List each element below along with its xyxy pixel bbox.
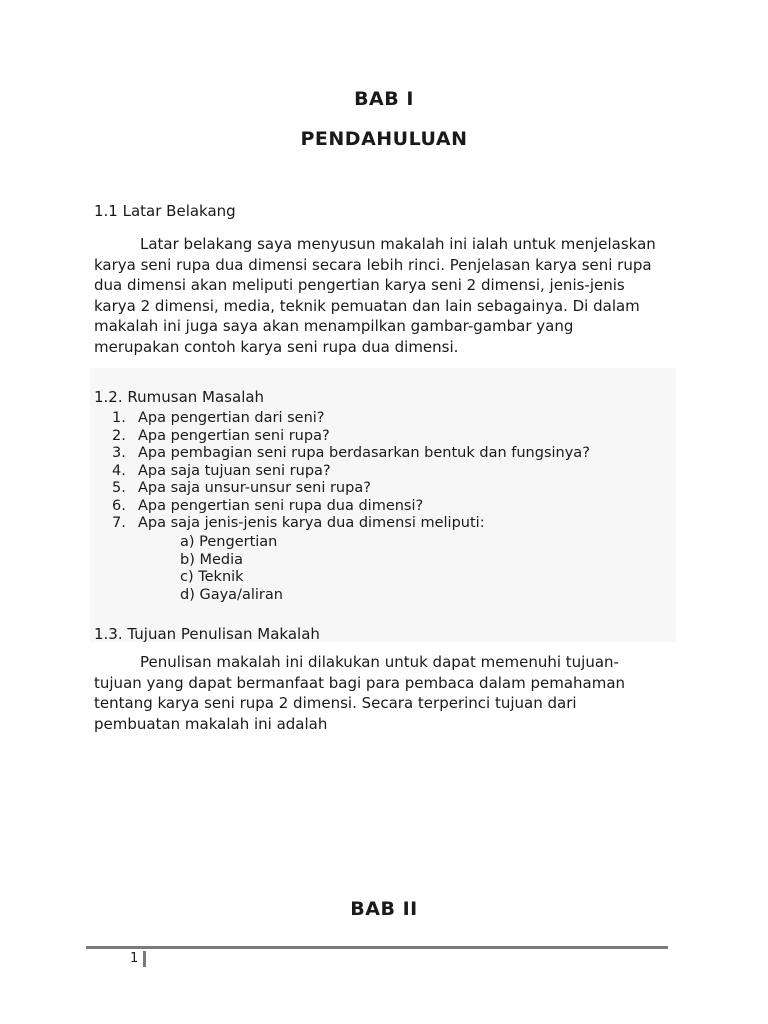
section-heading-rumusan-masalah: 1.2. Rumusan Masalah xyxy=(94,388,265,406)
chapter-label: BAB I xyxy=(354,88,414,110)
paragraph-line: Penulisan makalah ini dilakukan untuk dapat memenuhi tujuan- xyxy=(140,653,619,671)
paragraph-line: Latar belakang saya menyusun makalah ini ialah untuk menjelaskan xyxy=(140,235,656,253)
paragraph-line: karya 2 dimensi, media, teknik pemuatan dan lain sebagainya. Di dalam xyxy=(94,296,640,315)
chapter-2-label: BAB II xyxy=(350,898,418,920)
paragraph-line: makalah ini juga saya akan menampilkan gambar-gambar yang xyxy=(94,317,574,335)
problem-list xyxy=(112,410,590,533)
list-item: 5. Apa saja unsur-unsur seni rupa? xyxy=(112,480,371,496)
list-item: 7. Apa saja jenis-jenis karya dua dimensi meliputi: xyxy=(112,515,485,531)
paragraph-line: tentang karya seni rupa 2 dimensi. Secara terperinci tujuan dari xyxy=(94,694,577,712)
list-item: 3. Apa pembagian seni rupa berdasarkan bentuk dan fungsinya? xyxy=(112,445,590,461)
page-number: 1 xyxy=(130,951,146,967)
paragraph-latar-belakang xyxy=(94,234,684,357)
section-heading-tujuan-penulisan: 1.3. Tujuan Penulisan Makalah xyxy=(94,625,320,643)
paragraph-line: pembuatan makalah ini adalah xyxy=(94,714,328,733)
section-heading-latar-belakang: 1.1 Latar Belakang xyxy=(94,202,236,220)
footer-rule xyxy=(86,946,668,949)
sub-list-item: d) Gaya/aliran xyxy=(180,586,283,603)
sub-list-item: c) Teknik xyxy=(180,569,244,585)
list-item: 1. Apa pengertian dari seni? xyxy=(112,410,325,426)
paragraph-line: dua dimensi akan meliputi pengertian karya seni 2 dimensi, jenis-jenis xyxy=(94,276,625,294)
chapter-title: PENDAHULUAN xyxy=(300,128,468,150)
paragraph-line: tujuan yang dapat bermanfaat bagi para pembaca dalam pemahaman xyxy=(94,673,626,692)
paragraph-line: merupakan contoh karya seni rupa dua dimensi. xyxy=(94,337,459,356)
paragraph-tujuan-penulisan xyxy=(94,652,684,734)
sub-list xyxy=(180,534,283,604)
list-item: 6. Apa pengertian seni rupa dua dimensi? xyxy=(112,497,424,514)
sub-list-item: b) Media xyxy=(180,551,244,568)
list-item: 2. Apa pengertian seni rupa? xyxy=(112,427,330,444)
paragraph-line: karya seni rupa dua dimensi secara lebih rinci. Penjelasan karya seni rupa xyxy=(94,255,652,274)
sub-list-item: a) Pengertian xyxy=(180,534,278,550)
list-item: 4. Apa saja tujuan seni rupa? xyxy=(112,462,331,479)
